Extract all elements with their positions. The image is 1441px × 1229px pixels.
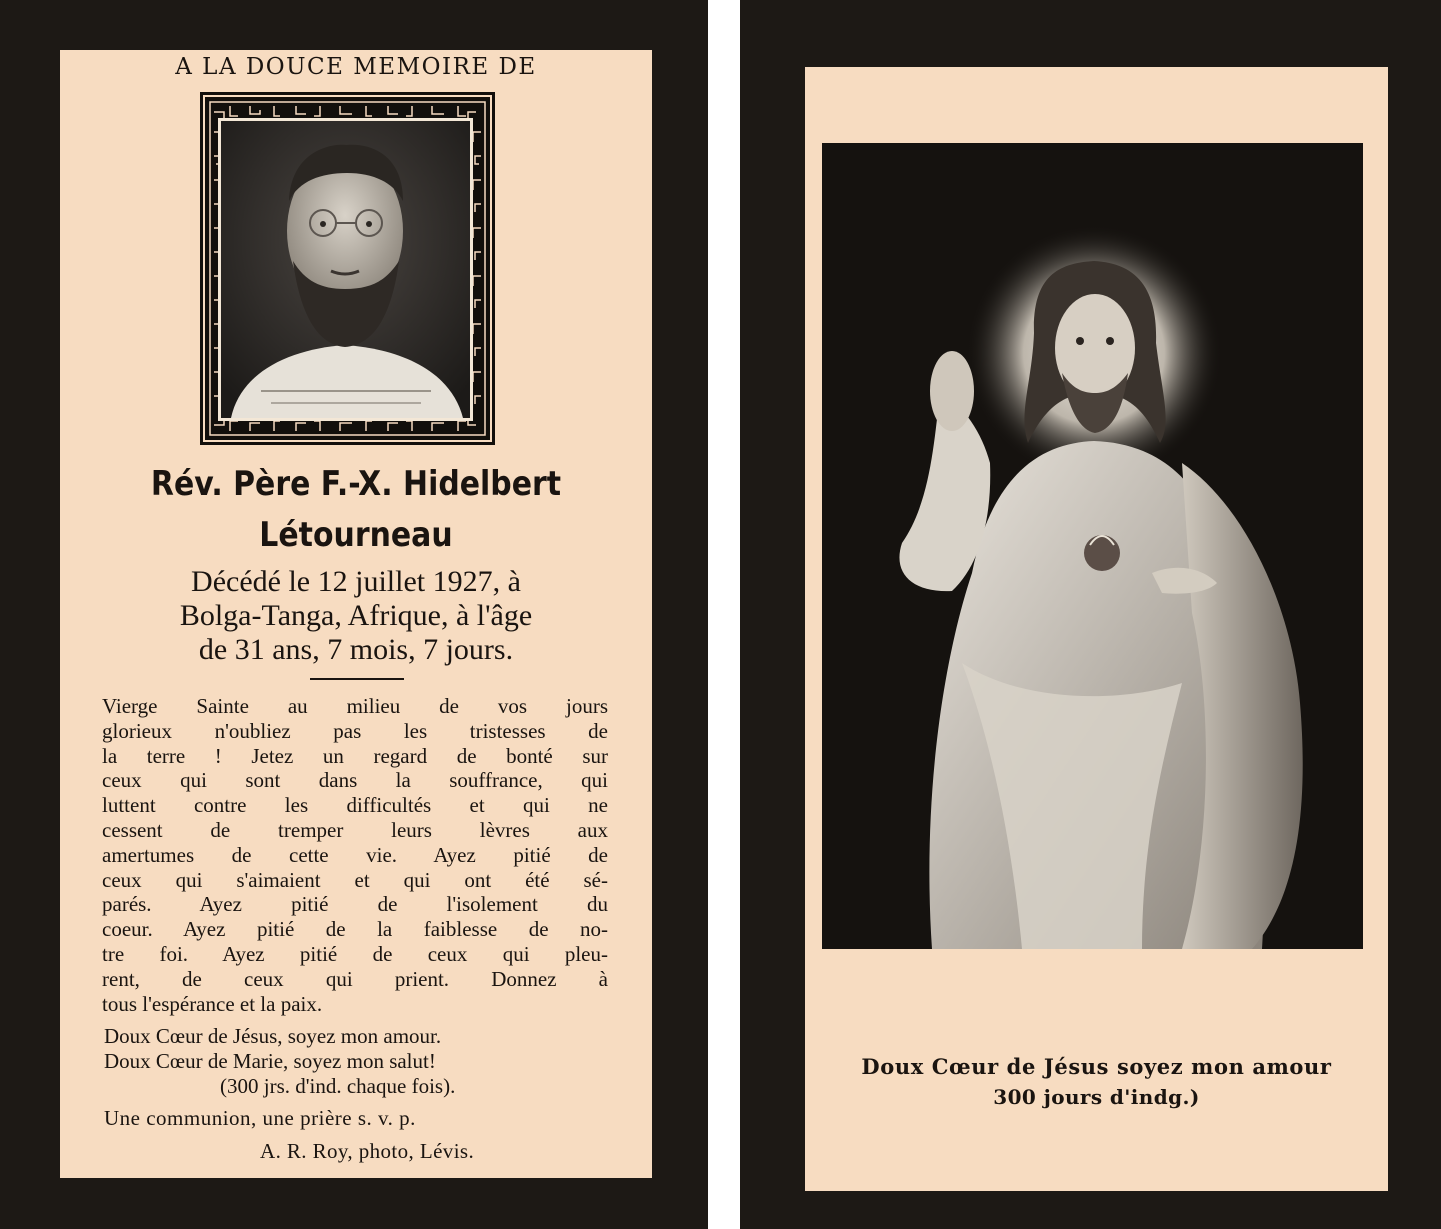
memorial-header: A LA DOUCE MEMOIRE DE xyxy=(175,54,537,80)
sacred-heart-caption: Doux Cœur de Jésus soyez mon amour xyxy=(861,1054,1332,1079)
death-line: Bolga-Tanga, Afrique, à l'âge xyxy=(179,599,533,632)
death-line: de 31 ans, 7 mois, 7 jours. xyxy=(198,633,514,666)
death-notice xyxy=(90,565,622,667)
sacred-heart-image xyxy=(822,143,1363,949)
memorial-card-front xyxy=(0,0,708,1229)
prayer-line: ceux qui sont dans la souffrance, qui xyxy=(102,768,608,793)
priest-portrait xyxy=(218,118,473,421)
prayer-line: cessent de tremper leurs lèvres aux xyxy=(102,817,608,842)
memorial-card-back xyxy=(740,0,1441,1229)
indulgence-note: (300 jrs. d'ind. chaque fois). xyxy=(220,1074,456,1098)
divider xyxy=(310,678,404,680)
prayer-line: parés. Ayez pitié de l'isolement du xyxy=(102,892,608,917)
prayer-line: ceux qui s'aimaient et qui ont été sé- xyxy=(102,867,608,892)
portrait-frame xyxy=(200,92,495,445)
priest-name-line-2: Létourneau xyxy=(259,515,453,555)
prayer-line: Vierge Sainte au milieu de vos jours xyxy=(102,694,608,718)
prayer-line: tous l'espérance et la paix. xyxy=(102,991,323,1016)
photographer-credit: A. R. Roy, photo, Lévis. xyxy=(260,1139,475,1163)
indulgence-caption: 300 jours d'indg.) xyxy=(993,1085,1200,1109)
prayer-line: luttent contre les difficultés et qui ne xyxy=(102,793,608,818)
prayer-text xyxy=(102,694,608,1016)
priest-name-line-1: Rév. Père F.-X. Hidelbert xyxy=(150,464,562,504)
card-front-paper xyxy=(60,50,652,1178)
prayer-line: la terre ! Jetez un regard de bonté sur xyxy=(102,743,608,768)
invocation-jesus: Doux Cœur de Jésus, soyez mon amour. xyxy=(104,1024,442,1048)
prayer-line: tre foi. Ayez pitié de ceux qui pleu- xyxy=(102,941,608,966)
prayer-line: glorieux n'oubliez pas les tristesses de xyxy=(102,718,608,743)
invocation-mary: Doux Cœur de Marie, soyez mon salut! xyxy=(104,1049,436,1073)
card-back-paper xyxy=(805,67,1388,1191)
prayer-line: amertumes de cette vie. Ayez pitié de xyxy=(102,842,608,867)
death-line: Décédé le 12 juillet 1927, à xyxy=(191,565,521,598)
prayer-line: coeur. Ayez pitié de la faiblesse de no- xyxy=(102,917,608,942)
communion-request: Une communion, une prière s. v. p. xyxy=(104,1106,416,1130)
prayer-line: rent, de ceux qui prient. Donnez à xyxy=(102,966,608,991)
